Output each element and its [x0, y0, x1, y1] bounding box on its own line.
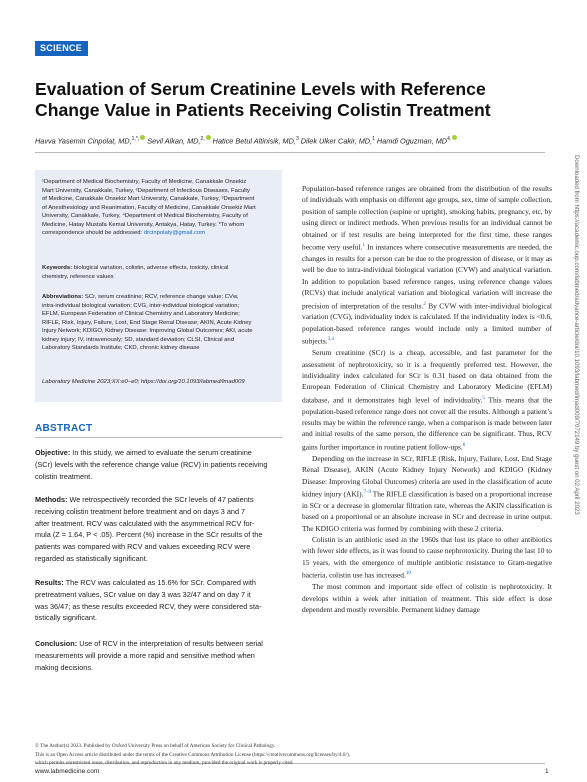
abbreviations-text: SCr, serum creatinine; RCV, reference change value; CVw, [83, 294, 239, 300]
download-watermark [571, 155, 583, 615]
abstract-rule [35, 437, 282, 438]
abbreviations-text: Injury Network; KDIGO, Kidney Disease: Improving Global Outcomes; AKI, acute [42, 328, 253, 334]
author-list [35, 134, 545, 146]
abbreviations-text: EFLM, European Federation of Clinical Chemistry and Laboratory Medicine; [42, 311, 240, 317]
affiliation-line: Mart University, Canakkale, Turkey, ²Department of Infectious Diseases, Faculty [42, 187, 250, 194]
author-name: Hatice Betul Altinisik, MD, [212, 136, 296, 146]
author-name: Hamdi Oguzman, MD [376, 136, 448, 146]
body-text: In instances where consecutive measurements are needed, the changes in results for a person can be due to the progression of disease, or it may as well be due to intra-individual biological variation (CVW) and analytical variation. In addition to population based reference ranges, using reference change values (RCVs) that include analytical variation and biological variation will increase the precision of interpretation of the results. [302, 242, 553, 310]
license-line: which permits unrestricted reuse, distribution, and reproduction in any medium, provided the original work is properly cited. [35, 760, 294, 766]
reference-link[interactable]: 5 [482, 395, 485, 401]
abstract-heading: ABSTRACT [35, 423, 93, 434]
methods-label: Methods: [35, 495, 68, 504]
abbreviations-text: Laboratory Standards Institute; CKD, chronic kidney disease [42, 345, 200, 351]
abbreviations [42, 293, 274, 353]
keywords-text: biological variation, colistin, adverse effects, toxicity, clinical [72, 265, 229, 271]
author-name: Dilek Ulker Cakir, MD, [300, 136, 373, 146]
body-paragraph [302, 534, 552, 581]
body-text: Population-based reference ranges are obtained from the distribution of the results of individuals with emphasis on different age groups, sex, time of sample collection, position of sample collection (supine or upright), smoking habits, pregnancy, etc, by using direct or indirect methods. When previous results for an individual cannot be obtained or if test results are being interpreted for the first time, these ranges become very useful. [302, 184, 552, 252]
affiliation-line: of Anesthesiology and Reanimation, Faculty of Medicine, Canakkale Onsekiz Mart [42, 204, 256, 211]
correspondence-prefix: correspondence should be addressed: [42, 230, 144, 236]
abstract-conclusion [35, 638, 283, 673]
body-paragraph [302, 183, 552, 347]
correspondence [42, 229, 274, 238]
affiliations [42, 178, 274, 238]
reference-link[interactable]: 10 [405, 571, 411, 577]
abstract-text: tistically significant. [35, 613, 98, 623]
license-notice [35, 742, 545, 768]
keywords-label: Keywords: [42, 265, 73, 271]
orcid-icon[interactable] [452, 135, 457, 140]
reference-link[interactable]: 6 [462, 442, 466, 448]
affiliation-line: of Medicine, Canakkale Onsekiz Mart University, Canakkale, Turkey, ³Department [42, 196, 255, 202]
header-divider [35, 152, 545, 153]
reference-link[interactable]: 7–9 [363, 489, 371, 495]
abstract-text: The RCV was calculated as 15.6% for SCr. Compared with [63, 578, 256, 587]
article-info-box [35, 170, 282, 402]
download-watermark-text: Downloaded from https://academic.oup.com/labmed/advance-article/doi/10.1093/labmed/lmad009/7072149 by guest on 02 April 2023 [573, 155, 580, 515]
body-text: Colistin is an antibiotic used in the 1960s that lost its place to other antibiotics with fewer side effects, as it was found to cause nephrotoxicity. During the last 10 to 15 years, with the emergence of multiple antibiotic resistance to Gram-negative bacteria, colistin use has increased. [302, 535, 552, 580]
journal-url-link[interactable]: www.labmedicine.com [35, 768, 100, 775]
body-paragraph [302, 581, 552, 615]
main-body-text [302, 183, 552, 615]
author-name: Havva Yasemin Cinpolat, MD, [35, 136, 132, 146]
author-sup: 3 [295, 136, 299, 142]
orcid-icon[interactable] [206, 135, 211, 140]
abbreviations-text: RIFLE, Risk, Injury, Failure, Lost, End Stage Renal Disease; AKIN, Acute Kidney [42, 319, 252, 326]
abstract-objective [35, 447, 283, 482]
title-line: Evaluation of Serum Creatinine Levels with Reference [35, 79, 486, 99]
abstract-text: regarded as statistically significant. [35, 553, 148, 563]
abstract-text: pretreatment values, SCr value on day 3 was 32/47 and on day 7 it [35, 589, 251, 599]
article-title [35, 79, 535, 121]
citation-line: Laboratory Medicine 2023;XX:e0–e0; https://doi.org/10.1093/labmed/lmad009 [42, 379, 245, 385]
abstract-text: receiving colistin treatment before treatment and on days 3 and 7 [35, 506, 246, 516]
abstract-text: measurements will provide a more rapid and sensitive method when [35, 650, 255, 660]
reference-link[interactable]: 3,4 [327, 337, 334, 343]
keywords-text: chemistry, reference values [42, 273, 114, 280]
body-text: The most common and important side effect of colistin is nephrotoxicity. It develops within a week after initiation of treatment. This side effect is dose dependent and mostly reversible. Permanent kidney damage [302, 582, 552, 614]
license-line: © The Author(s) 2023. Published by Oxford University Press on behalf of American Society for Clinical Pathology. [35, 743, 276, 749]
abstract-text: We retrospectively recorded the SCr levels of 47 patients [67, 495, 254, 504]
keywords [42, 264, 274, 281]
body-paragraph [302, 347, 552, 453]
author-sup: 4, [447, 136, 452, 142]
abstract-text: mula (Z = 1.64, P < .05). Percent (%) increase in the SCr results of the [35, 530, 263, 540]
body-text: The RIFLE classification is based on a proportional increase in SCr or a decrease in glomerular filtration rate, whereas the AKIN classification is based on a proportional or an absolute increase in SCr and decrease in urine output. The KDIGO criteria was formed by combining with these 2 criteria. [302, 489, 552, 533]
abstract-text: patients was compared with RCV and values exceeding RCV were [35, 542, 251, 552]
body-text: This means that the population-based reference range does not cover all the results. Although a patient’s results may be within the reference range, when a comparison is made between later and initial results of the same person, the difference can be significant. Thus, RCV gains further importance in routine patient follow-ups. [302, 395, 552, 452]
abstract-results [35, 577, 283, 624]
reference-link[interactable]: 2 [423, 301, 426, 307]
abstract-text: (SCr) levels with the reference change value (RCV) in patients receiving [35, 459, 268, 469]
abbreviations-text: kidney injury; IV, intravenously; SD, standard deviation; CLSI, Clinical and [42, 336, 234, 343]
body-text: By CVW with inter-individual biological variation (CVG), individuality index is calculated. If the individuality index is <0.6, population-based reference ranges would include only a limited number of subjects. [302, 301, 552, 346]
author-sup: 1 [372, 136, 375, 142]
abstract-methods [35, 494, 283, 565]
abstract-text: colistin treatment. [35, 471, 93, 481]
body-text: Serum creatinine (SCr) is a cheap, accessible, and fast parameter for the assessment of nephrotoxicity, so it is a frequently preferred test. However, the individuality index calculated for SCr is 0.31 based on data obtained from the European Federation of Clinical Chemistry and Laboratory Medicine (EFLM) database, and it demonstrates high level of individuality. [302, 348, 552, 405]
title-line: Change Value in Patients Receiving Colistin Treatment [35, 100, 491, 120]
body-paragraph [302, 453, 552, 534]
results-label: Results: [35, 578, 64, 587]
reference-link[interactable]: 1 [362, 243, 365, 249]
abbreviations-text: intra-individual biological variation; CVG, inter-individual biological variation; [42, 302, 240, 309]
abstract-text: after treatment. RCV was calculated with the asymmetrical RCV for- [35, 518, 255, 528]
abstract-text: In this study, we aimed to evaluate the serum creatinine [70, 448, 252, 457]
author-sup: 2, [200, 136, 205, 142]
license-line: This is an Open Access article distributed under the terms of the Creative Commons Attribution License (https://creativecommons.org/licenses/by/4.0/), [35, 751, 350, 758]
affiliation-line: ¹Department of Medical Biochemistry, Faculty of Medicine, Canakkale Onsekiz [42, 179, 247, 185]
abstract-text: Use of RCV in the interpretation of results between serial [77, 639, 263, 648]
author-name: Sevil Alkan, MD, [147, 136, 201, 146]
affiliation-line: University, Canakkale, Turkey, ⁴Department of Medical Biochemistry, Faculty of [42, 213, 248, 219]
page-number: 1 [545, 768, 549, 775]
objective-label: Objective: [35, 448, 71, 457]
section-badge: SCIENCE [35, 41, 88, 56]
abstract-text: making decisions. [35, 662, 93, 672]
author-sup: 1,*, [131, 136, 140, 142]
orcid-icon[interactable] [140, 135, 145, 140]
abbreviations-label: Abbreviations: [42, 294, 84, 300]
abstract-text: was 36/47; as these results exceeded RCV, they were considered sta- [35, 601, 262, 611]
conclusion-label: Conclusion: [35, 639, 78, 648]
affiliation-line: Medicine, Hatay Mustafa Kemal University, Antakya, Hatay, Turkey. *To whom [42, 221, 245, 228]
correspondence-email-link[interactable]: drcinpolaty@gmail.com [143, 230, 206, 236]
body-text: Depending on the increase in SCr, RIFLE (Risk, Injury, Failure, Lost, End Stage Renal Disease), AKIN (Acute Kidney Injury Network) and KDIGO (Kidney Disease: Improving Global Outcomes) criteria are used in the classification of acute kidney injury (AKI). [302, 453, 552, 499]
